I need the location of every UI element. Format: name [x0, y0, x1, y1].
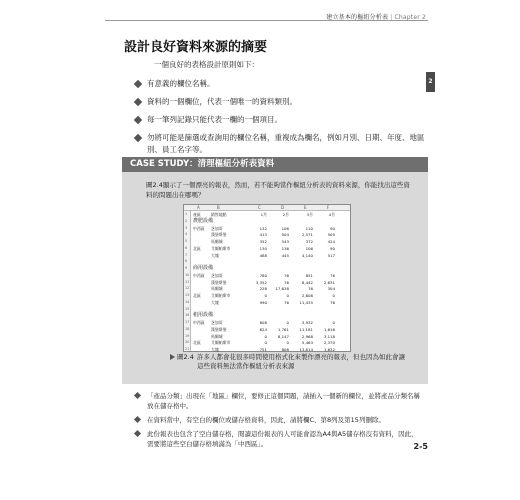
case-study-text: 圖2.4顯示了一個漂亮的報表，然而，若不能夠當作樞紐分析表的資料來源，你能找出這些資料的問題出在哪嗎？	[146, 181, 410, 199]
cell-value: 76	[284, 279, 289, 285]
spreadsheet-row	[184, 313, 350, 318]
bullet-diamond-icon	[134, 416, 141, 423]
cell-location: 艾爾帕斯市	[211, 293, 231, 298]
cell-value: 0	[264, 340, 267, 346]
row-number: 20	[185, 340, 190, 345]
cell-value: 488	[259, 252, 267, 258]
row-number: 15	[185, 306, 190, 311]
principle-item: 資料的一個欄位，代表一個唯一的資料類別。	[133, 96, 433, 108]
column-letter: A	[197, 205, 200, 210]
spreadsheet-row	[184, 226, 350, 231]
cell-location: 大塊	[211, 252, 219, 258]
cell-location: 芝加哥	[211, 320, 223, 325]
cell-value: 504	[281, 232, 289, 238]
principle-item: 有意義的欄位名稱。	[133, 78, 433, 90]
caption-text: 許多人都會花很多時間使用格式化來製作漂亮的報表，但也因為如此會讓這些資料無法當作樞紐分析表來源	[197, 353, 405, 370]
cell-location: 艾爾帕斯市	[211, 340, 231, 346]
cell-value: 130	[259, 245, 267, 251]
principles-list	[133, 78, 433, 162]
row-number: 9	[185, 266, 188, 270]
cell-value: 76	[284, 272, 289, 278]
cell-value: 3,352	[255, 279, 267, 285]
cell-value: 2,968	[301, 333, 313, 339]
spreadsheet-row	[184, 232, 350, 237]
running-header: 建立基本的樞紐分析表 | Chapter 2	[326, 14, 426, 21]
row-number: 17	[185, 320, 190, 324]
bullet-diamond-icon	[134, 430, 141, 437]
column-letter: F	[327, 205, 330, 210]
product-group-label: 農肥設備	[193, 217, 214, 224]
notes-list	[133, 391, 423, 453]
cell-value: 851	[305, 272, 313, 278]
cell-region: 北區	[193, 245, 201, 251]
cell-location: 芝加哥	[211, 272, 223, 278]
cell-location: 銷售地點	[211, 212, 227, 217]
row-number: 1	[185, 212, 188, 216]
cell-value: 8,442	[301, 279, 313, 285]
spreadsheet-row	[184, 280, 350, 285]
cell-value: 505	[327, 232, 335, 238]
cell-value: 517	[327, 252, 335, 258]
cell-value: 304	[327, 286, 335, 292]
caption-label: 圖2.4	[170, 353, 194, 362]
cell-value: 0	[286, 320, 289, 325]
row-number: 11	[185, 279, 190, 284]
cell-value: 2月	[282, 212, 289, 217]
cell-value: 1,632	[323, 347, 335, 352]
product-group-label: 商用設備	[193, 265, 214, 271]
cell-value: 824	[259, 326, 267, 332]
cell-location: 馬爾城	[211, 333, 223, 339]
cell-value: 4,140	[301, 252, 313, 258]
cell-value: 5,463	[301, 340, 313, 346]
cell-location: 漢堡斯堡	[211, 279, 227, 285]
intro-text: 一個良好的表格設計原則如下：	[154, 60, 259, 69]
cell-region: 中西區	[193, 225, 205, 231]
spreadsheet-row	[184, 307, 350, 312]
cell-value: 17,628	[275, 286, 289, 292]
spreadsheet-row	[184, 239, 350, 244]
cell-value: 0	[332, 293, 335, 298]
column-letter: E	[304, 205, 307, 210]
note-item: 此份報表也包含了空白儲存格，閱讀這份報表的人可能會認為A4與A5儲存格沒有資料，因此，需要將這些空白儲存格填滿為「中西區」。	[133, 429, 423, 449]
cell-value: 11,181	[299, 326, 313, 332]
row-number: 2	[185, 218, 188, 223]
cell-location: 大塊	[211, 299, 219, 305]
cell-value: 808	[281, 347, 289, 352]
spreadsheet-row	[184, 340, 350, 345]
cell-value: 0	[286, 340, 289, 346]
cell-value: 13,814	[299, 347, 313, 352]
header-title: 建立基本的樞紐分析表	[326, 14, 389, 21]
cell-location: 艾爾帕斯市	[211, 245, 231, 251]
bullet-diamond-icon	[134, 98, 142, 106]
row-number: 19	[185, 333, 190, 338]
spreadsheet-row	[184, 327, 350, 332]
chapter-side-tab: 2	[426, 72, 435, 92]
cell-value: 106	[281, 225, 289, 231]
bullet-diamond-icon	[134, 134, 142, 142]
row-number: 3	[185, 225, 188, 230]
cell-value: 413	[259, 232, 267, 238]
spreadsheet-row	[184, 259, 350, 264]
header-chapter: Chapter 2	[394, 14, 426, 21]
cell-value: 90	[330, 225, 335, 231]
cell-value: 751	[259, 347, 267, 352]
bullet-diamond-icon	[134, 392, 141, 399]
cell-value: 0	[286, 293, 289, 298]
cell-value: 808	[259, 320, 267, 325]
row-number: 18	[185, 326, 190, 331]
bullet-diamond-icon	[134, 116, 142, 124]
cell-value: 132	[259, 225, 267, 231]
spreadsheet-row	[184, 320, 350, 325]
cell-value: 76	[284, 299, 289, 305]
case-study-heading: CASE STUDY：清理樞紐分析表資料	[122, 157, 428, 172]
cell-value: 0	[264, 293, 267, 298]
caption-arrow-icon	[170, 354, 175, 360]
cell-location: 馬爾城	[211, 286, 223, 292]
cell-value: 352	[259, 239, 267, 244]
spreadsheet-column-header	[184, 205, 350, 211]
spreadsheet-row	[184, 273, 350, 278]
row-number: 16	[185, 313, 190, 318]
row-number: 4	[185, 232, 188, 237]
cell-value: 3月	[306, 212, 313, 217]
note-item: 在資料當中，有空白的欄位或儲存格資料，因此，請將欄C、第8列及第15列刪除。	[133, 415, 423, 425]
column-letter: D	[281, 205, 285, 210]
cell-value: 136	[281, 245, 289, 251]
cell-region: 產區	[193, 212, 201, 217]
cell-value: 228	[259, 286, 267, 292]
row-number: 14	[185, 299, 190, 304]
row-number: 21	[185, 347, 190, 351]
principle-item: 勿將可能是篩選或查詢用的欄位名稱，重複成為欄名，例如月別、日期、年度、地區別、員工名字等。	[133, 132, 433, 156]
cell-value: 2,370	[323, 340, 335, 346]
cell-value: 543	[281, 239, 289, 244]
cell-location: 漢堡斯堡	[211, 326, 227, 332]
cell-value: 0	[332, 320, 335, 325]
note-item: 「產品分類」出現在「地區」欄位，要修正這個問題，請插入一個新的欄位，並將產品分類名稱放在儲存格中。	[133, 391, 423, 411]
cell-value: 3,932	[301, 320, 313, 325]
cell-region: 北區	[193, 293, 201, 298]
cell-value: 990	[259, 299, 267, 305]
cell-value: 110	[305, 225, 313, 231]
cell-region: 中西區	[193, 272, 205, 278]
spreadsheet-figure	[183, 204, 351, 352]
cell-value: 0	[264, 333, 267, 339]
cell-value: 11,435	[299, 299, 313, 305]
spreadsheet-row	[184, 266, 350, 271]
cell-value: 3,118	[323, 333, 335, 339]
cell-value: 1,616	[323, 326, 335, 332]
spreadsheet-row	[184, 219, 350, 224]
principle-item: 每一筆列記錄只能代表一欄的一個項目。	[133, 114, 433, 126]
cell-value: 2,831	[323, 279, 335, 285]
section-title: 設計良好資料來源的摘要	[124, 40, 268, 55]
cell-value: 76	[330, 272, 335, 278]
page-number: 2-5	[413, 442, 428, 451]
product-group-label: 租用設備	[193, 312, 214, 319]
spreadsheet-row	[184, 300, 350, 305]
row-number: 10	[185, 272, 190, 277]
column-letter: C	[258, 205, 261, 210]
row-number: 6	[185, 245, 188, 250]
cell-value: 76	[308, 286, 313, 292]
spreadsheet-row	[184, 286, 350, 291]
cell-value: 106	[305, 245, 313, 251]
spreadsheet-row	[184, 334, 350, 339]
cell-value: 4月	[328, 212, 335, 217]
row-number: 5	[185, 239, 188, 243]
cell-region: 北區	[193, 340, 201, 346]
cell-value: 1月	[260, 212, 267, 217]
column-letter: B	[217, 205, 220, 210]
cell-location: 馬爾城	[211, 239, 223, 244]
cell-value: 2,571	[301, 232, 313, 238]
cell-location: 大塊	[211, 347, 219, 352]
spreadsheet-row	[184, 246, 350, 251]
row-number: 7	[185, 252, 188, 257]
cell-value: 372	[305, 239, 313, 244]
spreadsheet-row	[184, 253, 350, 258]
cell-value: 76	[330, 299, 335, 305]
spreadsheet-row	[184, 347, 350, 352]
spreadsheet-row	[184, 293, 350, 298]
cell-location: 漢堡斯堡	[211, 232, 227, 238]
cell-value: 90	[330, 245, 335, 251]
bullet-diamond-icon	[134, 80, 142, 88]
cell-location: 芝加哥	[211, 225, 223, 231]
row-number: 12	[185, 286, 190, 291]
cell-value: 1,761	[277, 326, 289, 332]
cell-value: 8,147	[277, 333, 289, 339]
figure-caption	[170, 353, 410, 371]
cell-value: 2,608	[301, 293, 313, 298]
spreadsheet-header-row	[184, 212, 350, 217]
cell-value: 780	[259, 272, 267, 278]
row-number: 13	[185, 293, 190, 297]
cell-value: 424	[327, 239, 335, 244]
cell-value: 445	[281, 252, 289, 258]
row-number: 8	[185, 259, 188, 264]
cell-region: 中西區	[193, 320, 205, 325]
